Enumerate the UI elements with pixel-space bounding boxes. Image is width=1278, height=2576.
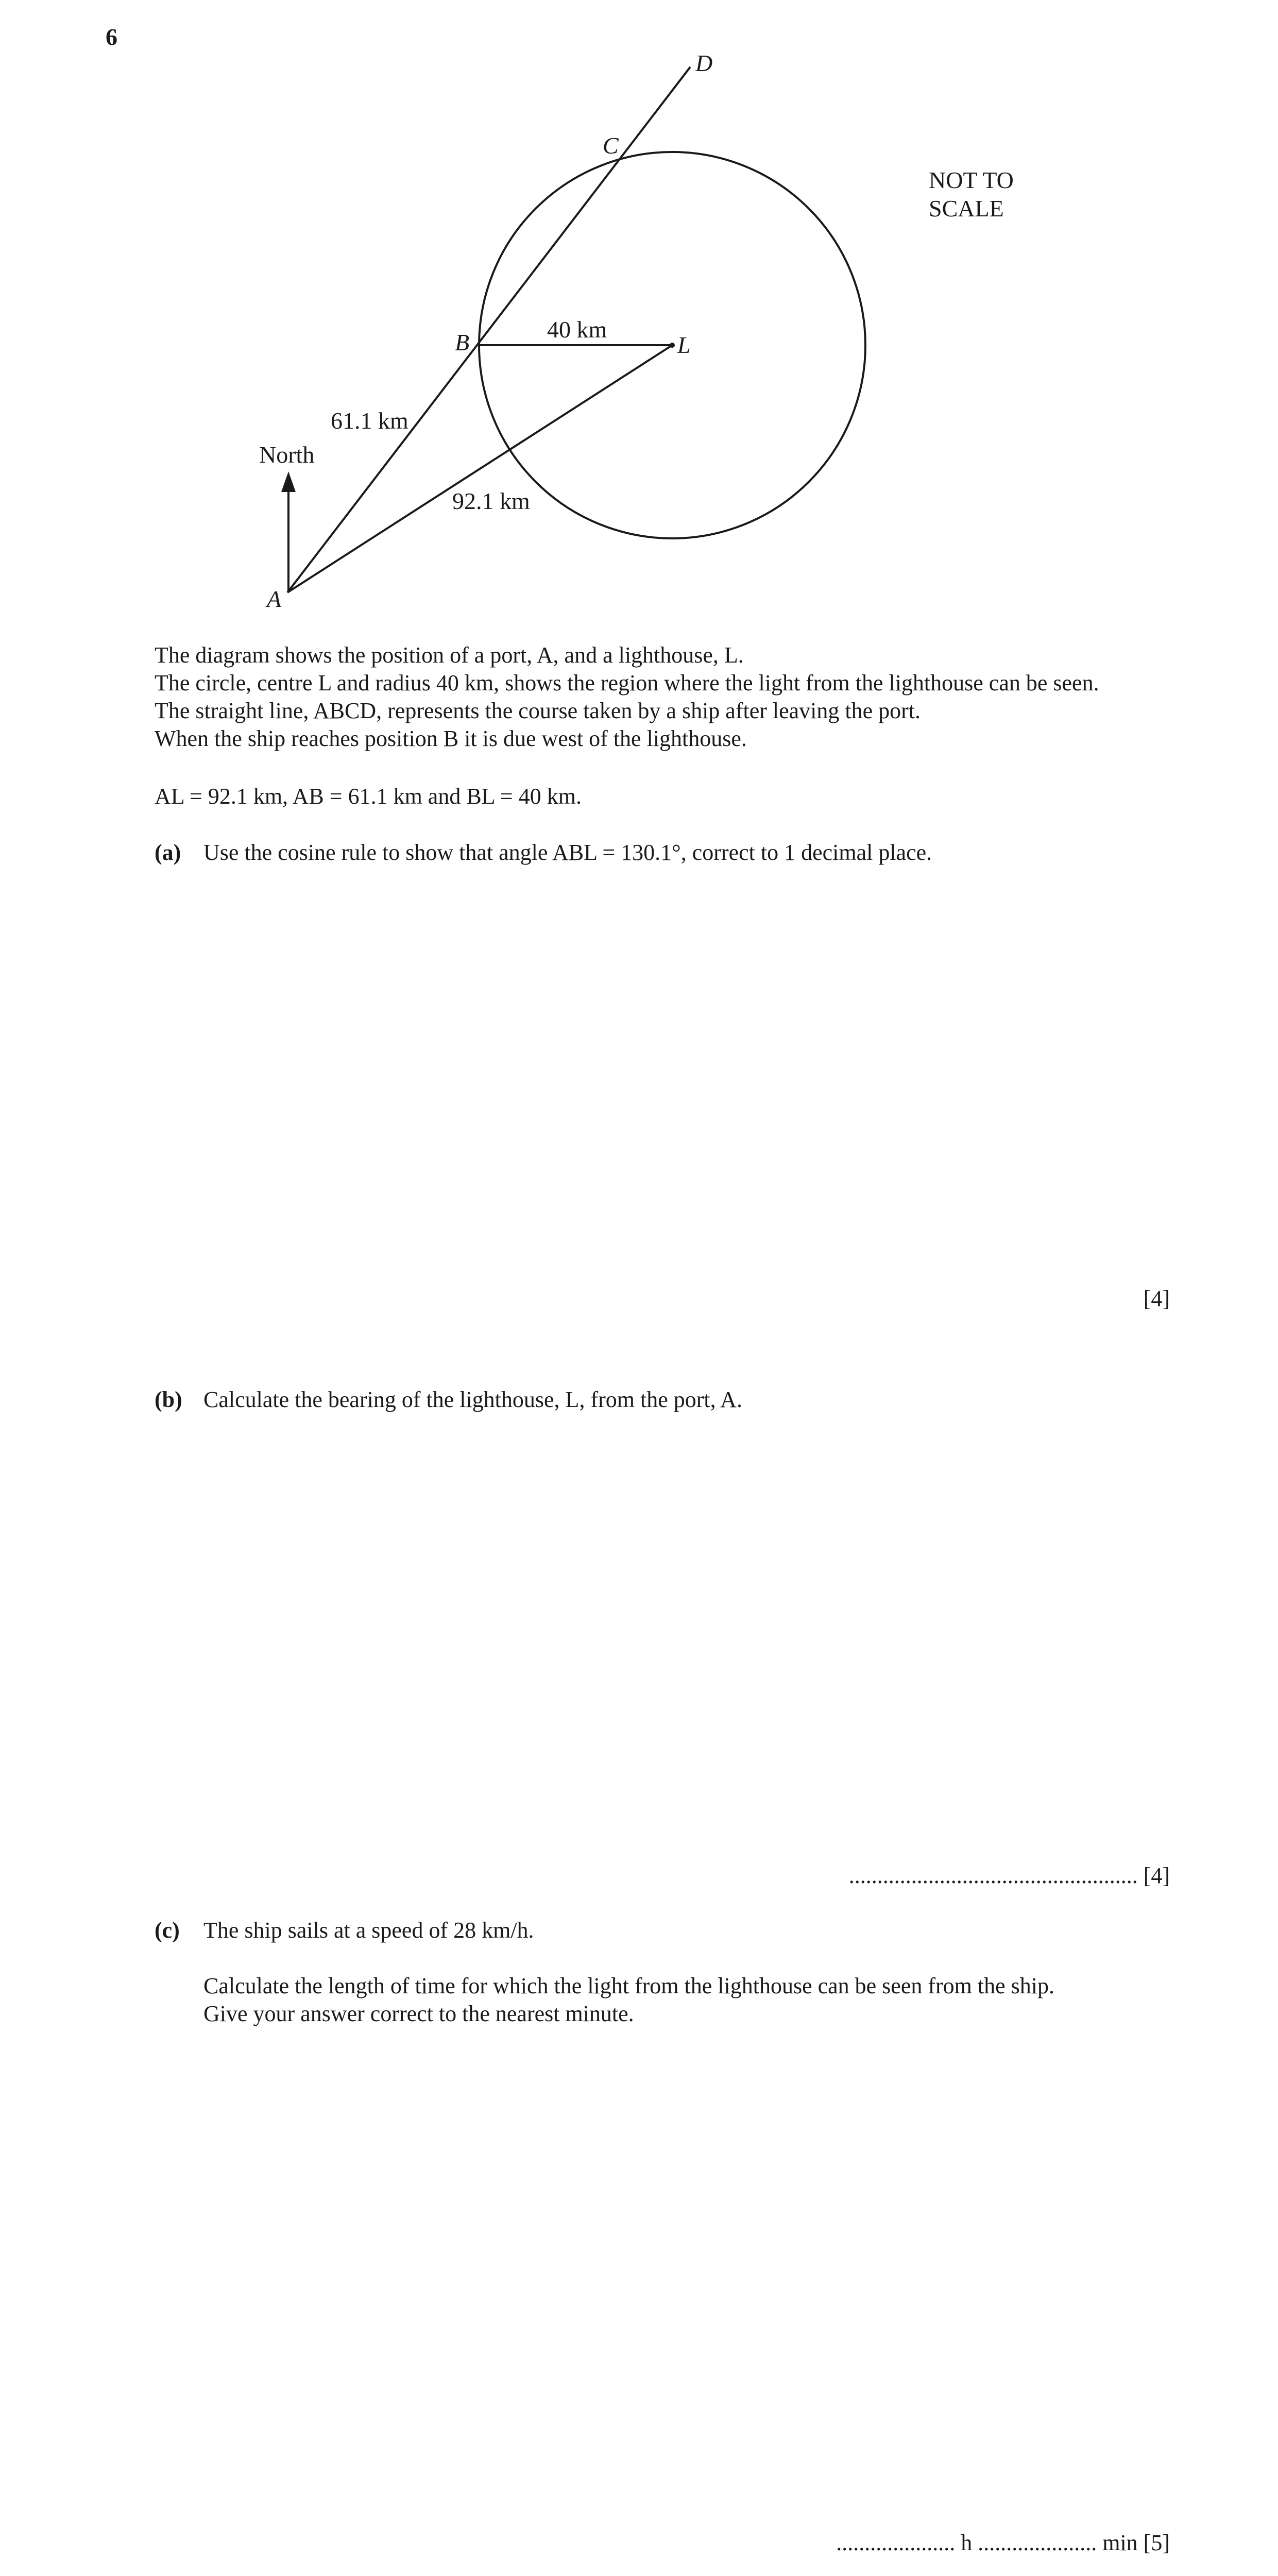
label-d: D — [695, 50, 713, 76]
given-lengths: AL = 92.1 km, AB = 61.1 km and BL = 40 km. — [155, 784, 582, 809]
label-b: B — [455, 329, 470, 355]
part-a-text: Use the cosine rule to show that angle ABL = 130.1°, correct to 1 decimal place. — [203, 840, 932, 865]
point-l — [670, 343, 675, 348]
label-a: A — [267, 586, 282, 612]
label-north: North — [259, 442, 315, 468]
not-to-scale-line2: SCALE — [929, 195, 1004, 222]
part-a-marks: [4] — [1143, 1286, 1170, 1311]
stem-line-2: The circle, centre L and radius 40 km, shows the region where the light from the lighthouse can be seen. — [155, 670, 1099, 696]
part-c-answer-line[interactable]: ..................... h ..................... min [5] — [836, 2530, 1170, 2555]
geometry-diagram — [0, 0, 1278, 629]
stem-line-3: The straight line, ABCD, represents the course taken by a ship after leaving the port. — [155, 698, 921, 723]
label-c: C — [603, 132, 619, 159]
question-number: 6 — [106, 24, 117, 50]
not-to-scale-line1: NOT TO — [929, 167, 1014, 193]
label-l: L — [677, 332, 691, 358]
stem-line-4: When the ship reaches position B it is due west of the lighthouse. — [155, 726, 747, 751]
line-al — [287, 345, 672, 592]
part-c-instruction-2: Give your answer correct to the nearest minute. — [203, 2001, 634, 2026]
part-c-instructions — [203, 1972, 1054, 2028]
part-b-text: Calculate the bearing of the lighthouse, L, from the port, A. — [203, 1387, 742, 1412]
part-b-letter: (b) — [155, 1387, 182, 1412]
part-c-letter: (c) — [155, 1918, 180, 1943]
label-ab-length: 61.1 km — [331, 408, 408, 434]
part-b-answer-line[interactable]: ................................................... [4] — [848, 1863, 1170, 1888]
part-c-instruction-1: Calculate the length of time for which the light from the lighthouse can be seen from the ship. — [203, 1973, 1054, 1998]
north-arrow-icon — [281, 471, 296, 492]
label-al-length: 92.1 km — [452, 488, 530, 514]
question-stem — [155, 641, 1099, 753]
part-c-text: The ship sails at a speed of 28 km/h. — [203, 1918, 534, 1943]
label-bl-length: 40 km — [547, 316, 607, 343]
part-a-letter: (a) — [155, 840, 181, 865]
stem-line-1: The diagram shows the position of a port, A, and a lighthouse, L. — [155, 642, 744, 668]
